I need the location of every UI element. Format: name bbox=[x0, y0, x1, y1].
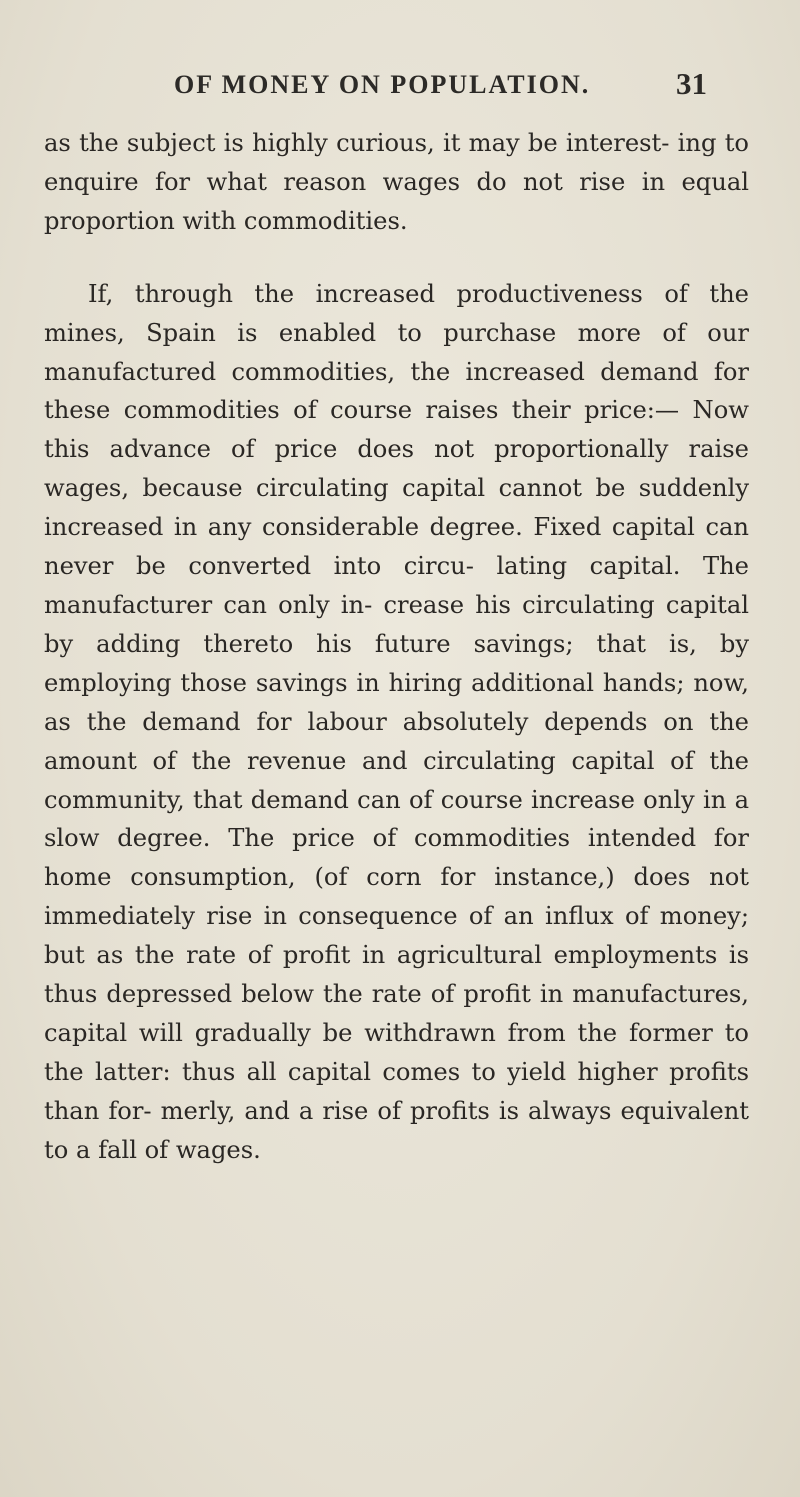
body-text bbox=[44, 124, 749, 1170]
paragraph: If, through the increased productiveness of the mines, Spain is enabled to purchase more of our manufactured commodities, the increased demand for these commodities of course raises their price:— Now this advance of price does not proportionally raise wages, because circulating capital cannot be suddenly increased in any considerable degree. Fixed capital can never be converted into circu- lating capital. The manufacturer can only in- crease his circulating capital by adding thereto his future savings; that is, by employing those savings in hiring additional hands; now, as the demand for labour absolutely depends on the amount of the revenue and circulating capital of the community, that demand can of course increase only in a slow degree. The price of commodities intended for home consumption, (of corn for instance,) does not immediately rise in consequence of an influx of money; but as the rate of profit in agricultural employments is thus depressed below the rate of profit in manufactures, capital will gradually be withdrawn from the former to the latter: thus all capital comes to yield higher profits than for- merly, and a rise of profits is always equivalent to a fall of wages. bbox=[44, 279, 749, 1164]
paragraph: as the subject is highly curious, it may be interest- ing to enquire for what reason wages do not rise in equal proportion with commodities. bbox=[44, 129, 749, 235]
page-number: 31 bbox=[676, 66, 707, 101]
running-head-title: OF MONEY ON POPULATION. bbox=[174, 70, 591, 99]
running-head bbox=[0, 66, 800, 110]
